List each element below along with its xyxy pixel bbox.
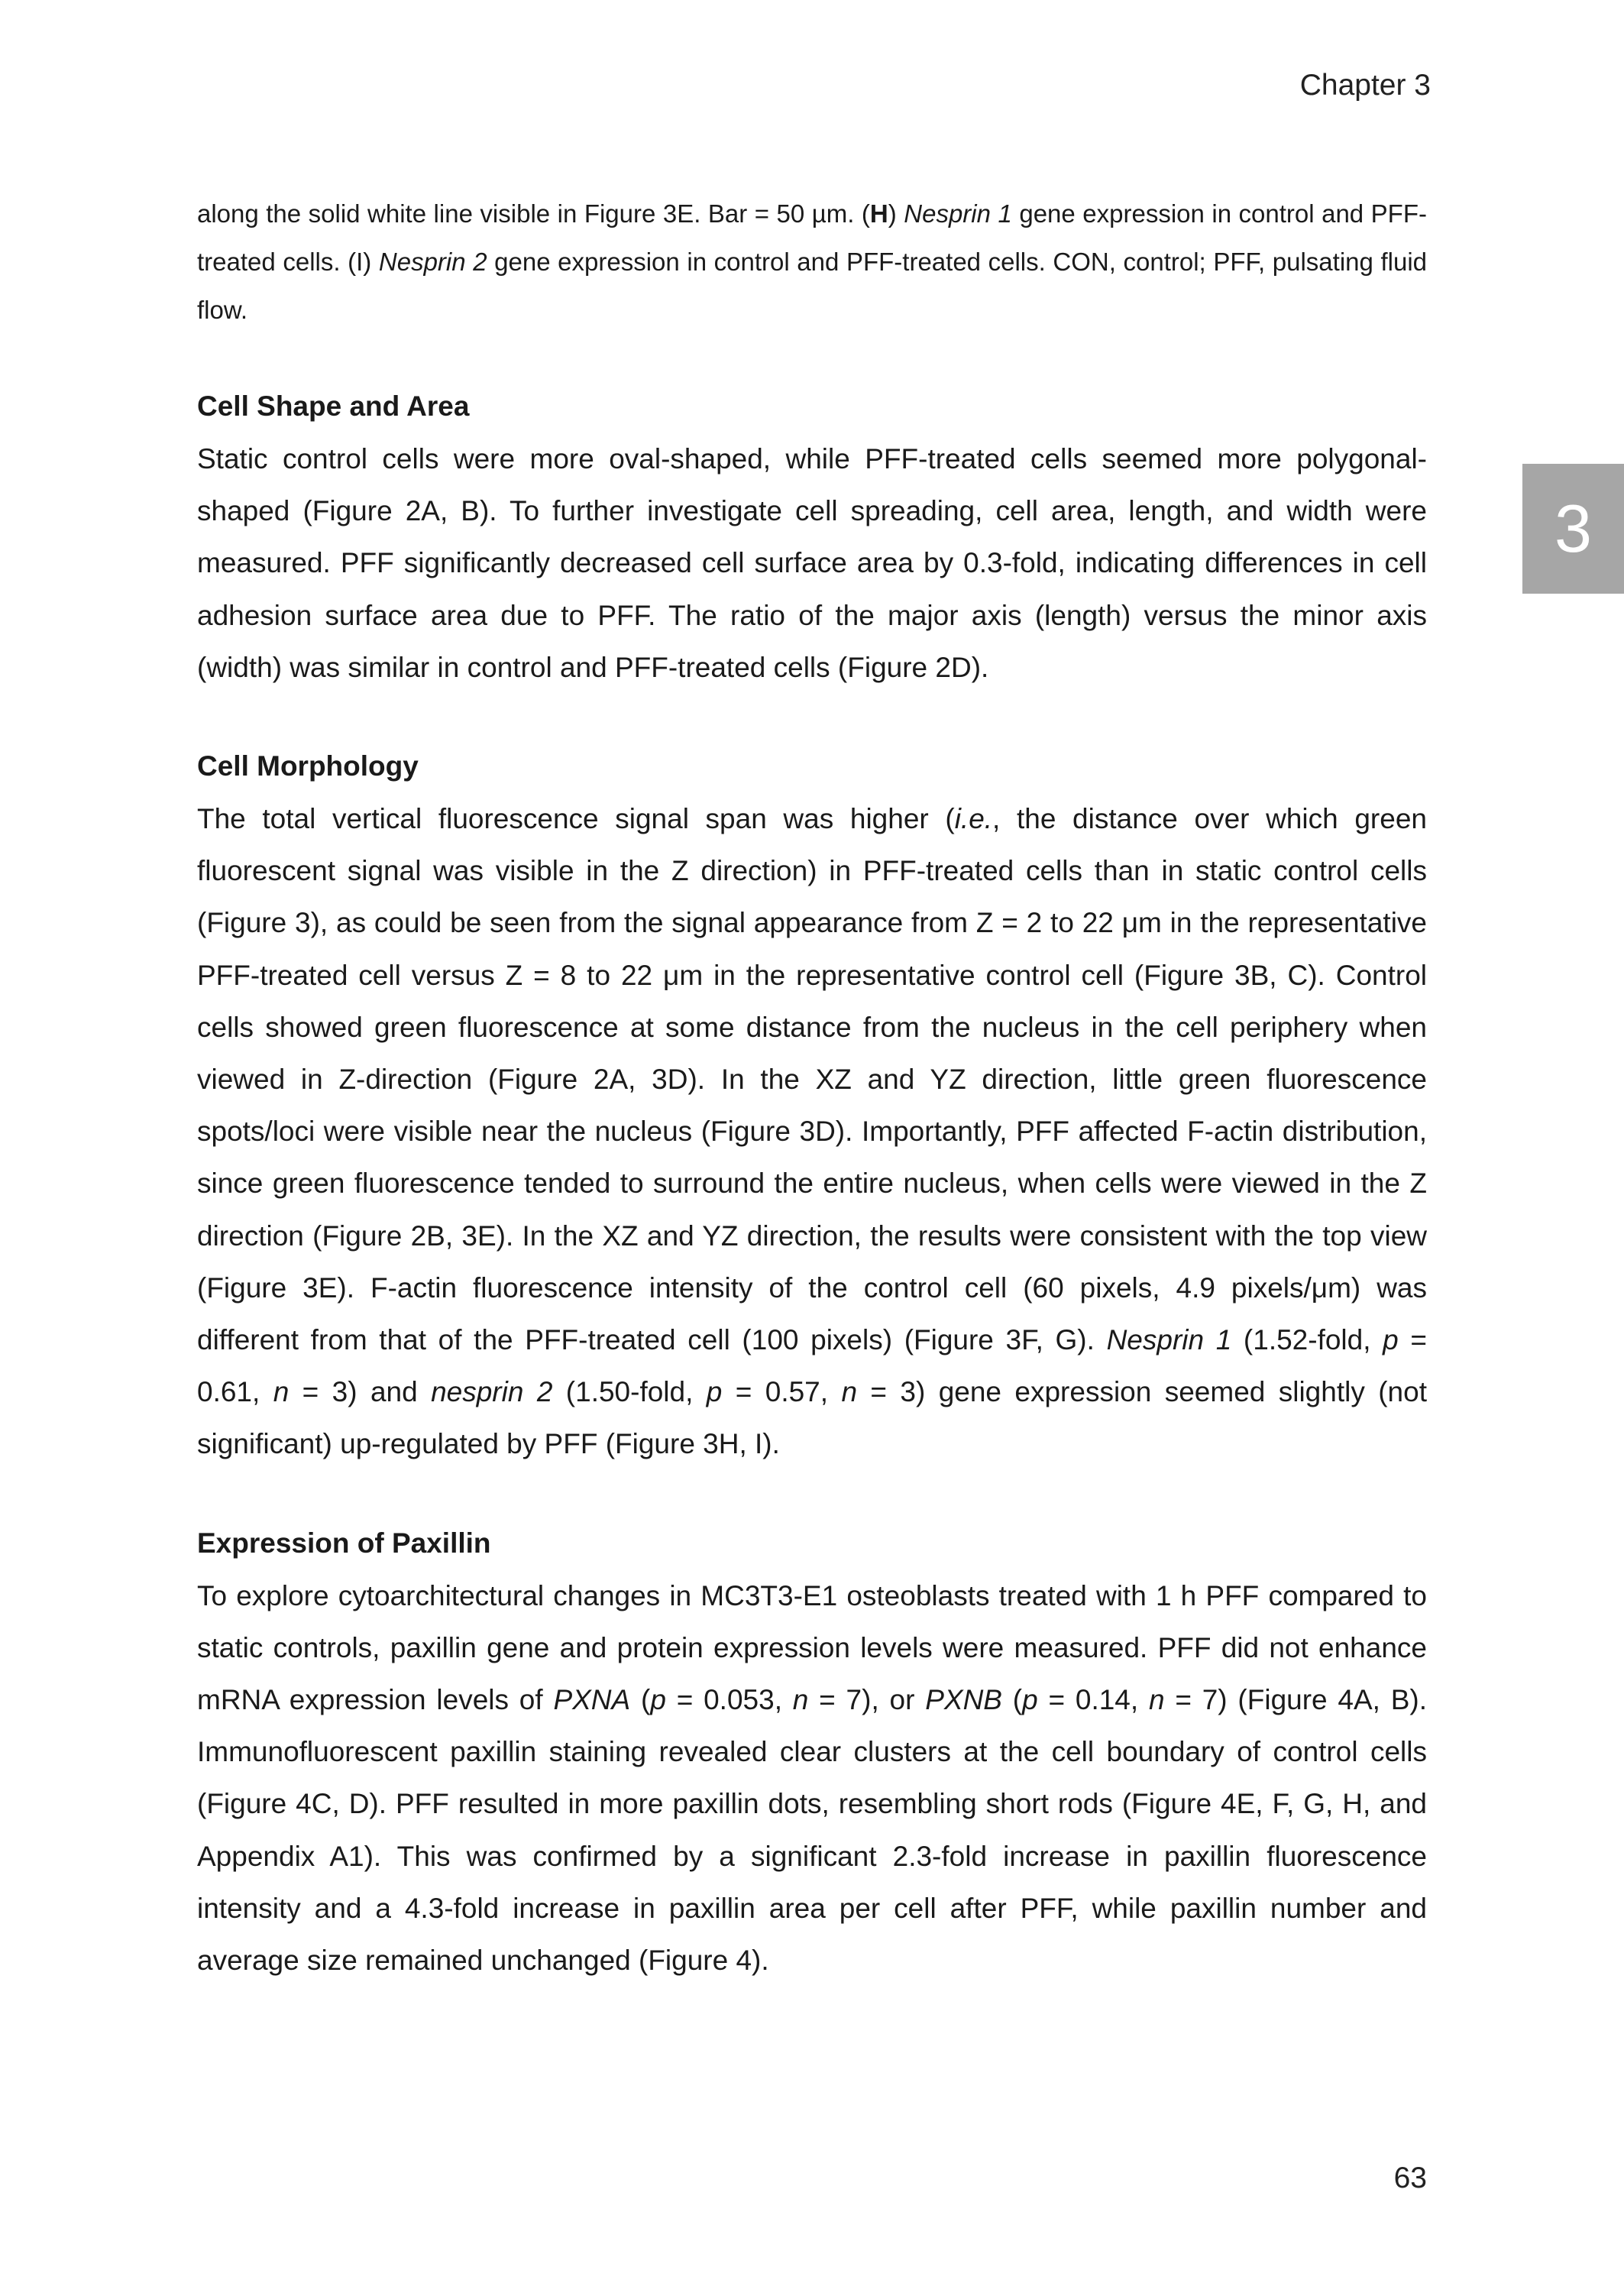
section-heading: Cell Shape and Area: [197, 390, 470, 422]
running-head: Chapter 3: [1299, 69, 1431, 102]
section-paragraph: Static control cells were more oval-shaped, while PFF-treated cells seemed more polygonal-shaped (Figure 2A, B). To further investigate cell spreading, cell area, length, and width were measured. PFF significantly decreased cell surface area by 0.3-fold, indicating differences in cell adhesion surface area due to PFF. The ratio of the major axis (length) versus the minor axis (width) was similar in control and PFF-treated cells (Figure 2D).: [197, 443, 1427, 683]
section-heading: Expression of Paxillin: [197, 1527, 491, 1559]
figure-caption-continuation: along the solid white line visible in Figure 3E. Bar = 50 µm. (H) Nesprin 1 gene expression in control and PFF-treated cells. (I) Nesprin 2 gene expression in control and PFF-treated cells. CON, control; PFF, pulsating fluid flow.: [197, 199, 1428, 324]
section-cell-shape: [197, 380, 1427, 694]
section-paragraph: The total vertical fluorescence signal span was higher (i.e., the distance over which green fluorescent signal was visible in the Z direction) in PFF-treated cells than in static control cells (Figure 3), as could be seen from the signal appearance from Z = 2 to 22 μm in the representative PFF-treated cell versus Z = 8 to 22 μm in the representative control cell (Figure 3B, C). Control cells showed green fluorescence at some distance from the nucleus in the cell periphery when viewed in Z-direction (Figure 2A, 3D). In the XZ and YZ direction, little green fluorescence spots/loci were visible near the nucleus (Figure 3D). Importantly, PFF affected F-actin distribution, since green fluorescence tended to surround the entire nucleus, when cells were viewed in the Z direction (Figure 2B, 3E). In the XZ and YZ direction, the results were consistent with the top view (Figure 3E). F-actin fluorescence intensity of the control cell (60 pixels, 4.9 pixels/μm) was different from that of the PFF-treated cell (100 pixels) (Figure 3F, G). Nesprin 1 (1.52-fold, p = 0.61, n = 3) and nesprin 2 (1.50-fold, p = 0.57, n = 3) gene expression seemed slightly (not significant) up-regulated by PFF (Figure 3H, I).: [197, 803, 1427, 1460]
section-paragraph: To explore cytoarchitectural changes in MC3T3-E1 osteoblasts treated with 1 h PFF compared to static controls, paxillin gene and protein expression levels were measured. PFF did not enhance mRNA expression levels of PXNA (p = 0.053, n = 7), or PXNB (p = 0.14, n = 7) (Figure 4A, B). Immunofluorescent paxillin staining revealed clear clusters at the cell boundary of control cells (Figure 4C, D). PFF resulted in more paxillin dots, resembling short rods (Figure 4E, F, G, H, and Appendix A1). This was confirmed by a significant 2.3-fold increase in paxillin fluorescence intensity and a 4.3-fold increase in paxillin area per cell after PFF, while paxillin number and average size remained unchanged (Figure 4).: [197, 1579, 1428, 1977]
section-paxillin: [197, 1517, 1427, 1987]
section-cell-morphology: [197, 740, 1427, 1471]
section-heading: Cell Morphology: [197, 750, 419, 782]
chapter-tab: 3: [1522, 464, 1624, 594]
page-number: 63: [1393, 2162, 1427, 2194]
page-content: [197, 189, 1427, 1987]
